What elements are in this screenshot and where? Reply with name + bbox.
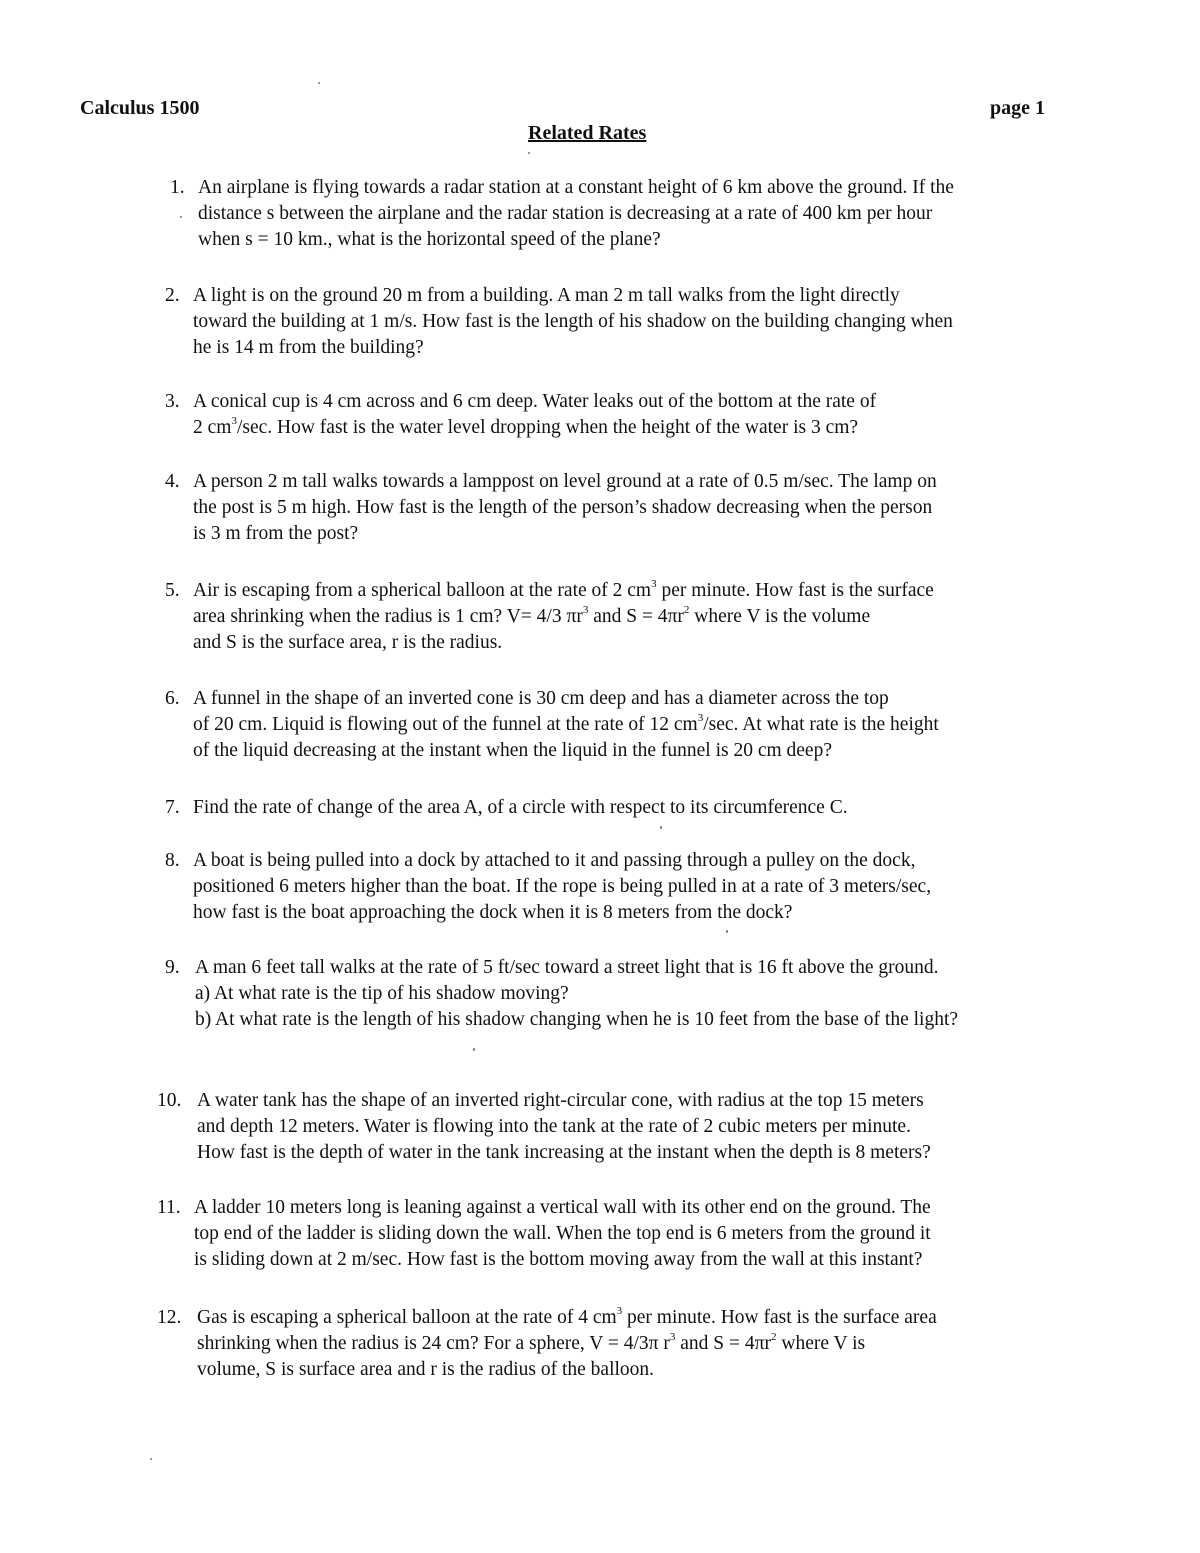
problem-1 xyxy=(170,175,954,253)
page-title: Related Rates xyxy=(528,122,647,144)
problem-text-line: A ladder 10 meters long is leaning against a vertical wall with its other end on the ground. The xyxy=(194,1197,931,1218)
problem-3 xyxy=(165,389,876,441)
problem-text-line: distance s between the airplane and the radar station is decreasing at a rate of 400 km per hour xyxy=(198,203,933,224)
problem-number: 11. xyxy=(157,1197,181,1218)
scan-speck xyxy=(180,216,182,218)
problem-text-line: and S is the surface area, r is the radius. xyxy=(193,632,503,653)
scan-speck xyxy=(660,826,662,829)
problem-text-line: 2 $cm^3/\sec$. How fast is the water level dropping when the height of the water is 3 cm? xyxy=(193,415,859,438)
problem-7 xyxy=(165,795,848,821)
problem-number: 4. xyxy=(165,471,180,492)
problem-text-line: he is 14 m from the building? xyxy=(193,337,424,358)
problem-text-line: Air is escaping from a spherical balloon at the rate of 2 $cm^3$ per minute. How fast is the surface xyxy=(193,578,934,601)
problem-text-line: How fast is the depth of water in the tank increasing at the instant when the depth is 8 meters? xyxy=(197,1142,931,1163)
problem-text-line: of 20 cm. Liquid is flowing out of the funnel at the rate of 12 $cm^3/\sec$. At what rate is the height xyxy=(193,712,939,735)
problem-number: 10. xyxy=(157,1090,182,1111)
problem-text-line: area shrinking when the radius is 1 cm? V= 4/3 $\pi r^3$ and $S = 4\pi r^2$ where V is the volume xyxy=(193,604,871,627)
scan-speck xyxy=(150,1458,152,1460)
problem-text-line: A boat is being pulled into a dock by attached to it and passing through a pulley on the dock, xyxy=(193,850,916,871)
problem-12 xyxy=(157,1305,937,1383)
problem-number: 2. xyxy=(165,285,180,306)
problem-text-line: shrinking when the radius is 24 cm? For a sphere, V = 4/3π $r^3$ and $S = 4\pi r^2$ where V is xyxy=(197,1331,866,1354)
problem-text-line: volume, S is surface area and r is the radius of the balloon. xyxy=(197,1359,655,1380)
problem-text-line: positioned 6 meters higher than the boat. If the rope is being pulled in at a rate of 3 meters/sec, xyxy=(193,876,932,897)
problem-text-line: and depth 12 meters. Water is flowing into the tank at the rate of 2 cubic meters per minute. xyxy=(197,1116,911,1137)
problem-8 xyxy=(165,848,931,926)
problem-4 xyxy=(165,469,937,547)
problem-text-line: An airplane is flying towards a radar station at a constant height of 6 km above the ground. If the xyxy=(198,177,954,198)
problem-text-line: is 3 m from the post? xyxy=(193,523,359,544)
problem-text-line: Find the rate of change of the area A, of a circle with respect to its circumference C. xyxy=(193,797,848,818)
problem-number: 3. xyxy=(165,391,180,412)
problem-number: 9. xyxy=(165,957,180,978)
scan-speck xyxy=(473,1048,475,1051)
scan-speck xyxy=(318,82,320,84)
problem-text-line: the post is 5 m high. How fast is the length of the person’s shadow decreasing when the person xyxy=(193,497,933,518)
problem-text-line: is sliding down at 2 m/sec. How fast is the bottom moving away from the wall at this instant? xyxy=(194,1249,923,1270)
problem-text-line: of the liquid decreasing at the instant when the liquid in the funnel is 20 cm deep? xyxy=(193,740,832,761)
problem-text-line: A funnel in the shape of an inverted cone is 30 cm deep and has a diameter across the top xyxy=(193,688,889,709)
subpart-a: a) At what rate is the tip of his shadow moving? xyxy=(195,983,569,1004)
problem-number: 7. xyxy=(165,797,180,818)
subpart-b: b) At what rate is the length of his shadow changing when he is 10 feet from the base of the light? xyxy=(195,1009,959,1030)
problem-text-line: A light is on the ground 20 m from a building. A man 2 m tall walks from the light directly xyxy=(193,285,900,306)
problem-text-line: when s = 10 km., what is the horizontal speed of the plane? xyxy=(198,229,661,250)
scan-speck xyxy=(528,152,530,154)
problem-5 xyxy=(165,578,934,656)
problem-number: 12. xyxy=(157,1307,182,1328)
course-title: Calculus 1500 xyxy=(80,97,200,119)
problem-9 xyxy=(165,955,958,1033)
problem-6 xyxy=(165,686,939,764)
problem-text-line: A person 2 m tall walks towards a lamppost on level ground at a rate of 0.5 m/sec. The lamp on xyxy=(193,471,937,492)
problem-number: 1. xyxy=(170,177,185,198)
problem-number: 6. xyxy=(165,688,180,709)
problem-text-line: toward the building at 1 m/s. How fast is the length of his shadow on the building changing when xyxy=(193,311,953,332)
problem-text-line: A water tank has the shape of an inverted right-circular cone, with radius at the top 15 meters xyxy=(197,1090,924,1111)
problem-text-line: top end of the ladder is sliding down the wall. When the top end is 6 meters from the ground it xyxy=(194,1223,931,1244)
scan-speck xyxy=(726,930,728,933)
problem-10 xyxy=(157,1088,931,1166)
problem-text-line: Gas is escaping a spherical balloon at the rate of 4 $cm^3$ per minute. How fast is the surface area xyxy=(197,1305,937,1328)
problem-number: 5. xyxy=(165,580,180,601)
problem-11 xyxy=(157,1195,931,1273)
page-number: page 1 xyxy=(990,97,1045,119)
problem-2 xyxy=(165,283,953,361)
problem-text-line: A man 6 feet tall walks at the rate of 5 ft/sec toward a street light that is 16 ft above the ground. xyxy=(195,957,939,978)
problem-text-line: how fast is the boat approaching the dock when it is 8 meters from the dock? xyxy=(193,902,793,923)
problem-text-line: A conical cup is 4 cm across and 6 cm deep. Water leaks out of the bottom at the rate of xyxy=(193,391,877,412)
problem-number: 8. xyxy=(165,850,180,871)
